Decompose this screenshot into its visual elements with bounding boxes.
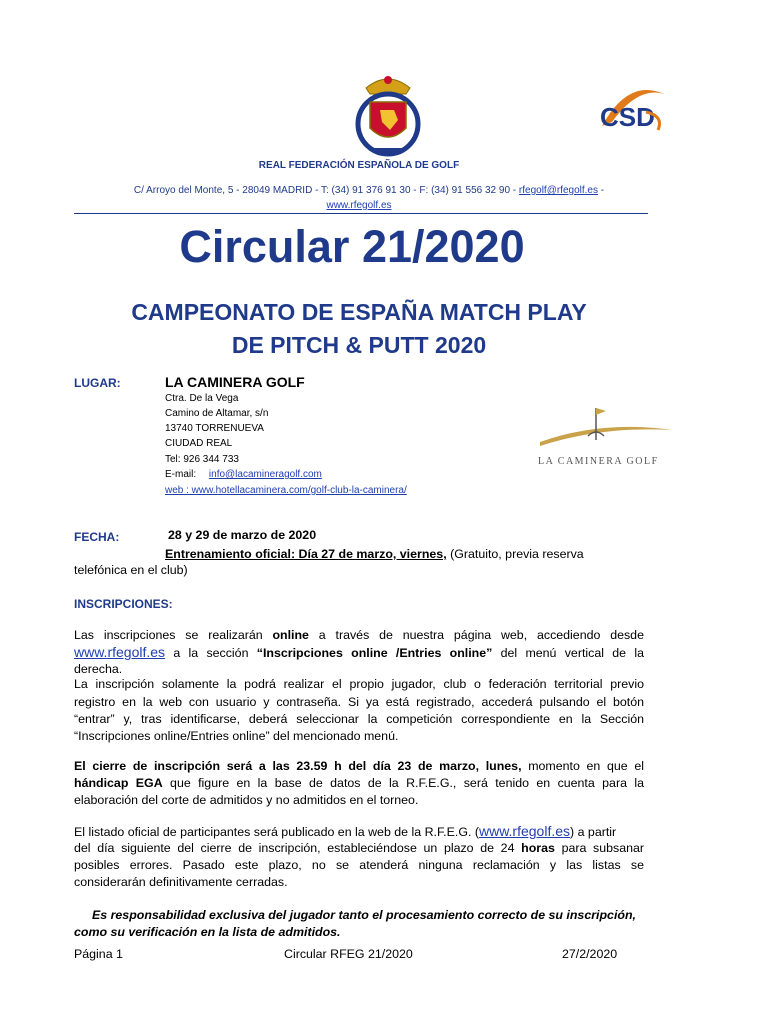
venue-address-1: Ctra. De la Vega (165, 393, 239, 404)
federation-name: REAL FEDERACIÓN ESPAÑOLA DE GOLF (258, 160, 460, 171)
p3-text-b: momento en que el (528, 759, 644, 773)
p4-text-a: El listado oficial de participantes será publicado en la web de la R.F.E.G. ( (74, 825, 479, 839)
venue-name: LA CAMINERA GOLF (165, 374, 305, 390)
p4-rfegolf-link[interactable]: www.rfegolf.es (478, 823, 571, 839)
training-rest: (Gratuito, previa reserva (450, 547, 584, 561)
training-line (165, 546, 584, 563)
p1-line-2 (74, 644, 644, 662)
page-title: Circular 21/2020 (179, 221, 525, 272)
p4-text-c: del día siguiente del cierre de inscripción, estableciéndose un plazo de 24 (74, 841, 515, 855)
lugar-label: LUGAR: (74, 376, 121, 390)
federation-web-link[interactable]: www.rfegolf.es (326, 200, 392, 211)
venue-email-line (165, 467, 322, 482)
svg-text:CSD: CSD (600, 102, 655, 132)
rfeg-crest-logo (352, 72, 424, 158)
fecha-label: FECHA: (74, 530, 120, 544)
p2-line-1: La inscripción solamente la podrá realizar el propio jugador, club o federación territorial previo (74, 677, 644, 691)
la-caminera-golf-logo (532, 400, 682, 472)
venue-web-link[interactable]: web : www.hotellacaminera.com/golf-club-la-caminera/ (165, 485, 407, 496)
subtitle-line-1: CAMPEONATO DE ESPAÑA MATCH PLAY (131, 299, 587, 325)
p3-line-2 (74, 775, 644, 792)
header-divider (74, 213, 648, 214)
address-dash: - (600, 185, 605, 196)
p1-rfegolf-link[interactable]: www.rfegolf.es (74, 644, 166, 660)
federation-web-line (0, 198, 718, 213)
p1-text-a: Las inscripciones se realizarán (74, 628, 263, 642)
federation-address-line (60, 183, 678, 198)
p4-text-b: ) a partir (570, 825, 617, 839)
inscripciones-label: INSCRIPCIONES: (74, 597, 173, 611)
p1-line-1 (74, 627, 644, 644)
venue-address-3: 13740 TORRENUEVA (165, 423, 264, 434)
venue-email-label: E-mail: (165, 469, 197, 480)
p3-line-3: elaboración del corte de admitidos y no admitidos en el torneo. (74, 793, 419, 807)
p4-text-e: para subsanar (561, 841, 644, 855)
p4-line-2 (74, 840, 644, 857)
venue-email-link[interactable]: info@lacamineragolf.com (208, 469, 322, 480)
training-info: Entrenamiento oficial: Día 27 de marzo, viernes, (165, 547, 447, 561)
footer-date: 27/2/2020 (562, 947, 618, 961)
p4-line-4: considerarán definitivamente cerradas. (74, 875, 288, 889)
p1-text-d: a la sección (173, 646, 249, 660)
footer-circular: Circular RFEG 21/2020 (284, 947, 413, 961)
p4-hours: horas (521, 841, 555, 855)
p4-line-3: posibles errores. Pasado este plazo, no se atenderá ninguna reclamación y las listas se (74, 858, 644, 872)
responsibility-note-1: Es responsabilidad exclusiva del jugador tanto el procesamiento correcto de su inscripción, (92, 908, 636, 922)
address-text: C/ Arroyo del Monte, 5 - 28049 MADRID - T: (34) 91 376 91 30 - F: (34) 91 556 32 90 - (133, 185, 517, 196)
p1-line-3: derecha. (74, 662, 123, 676)
p1-text-section: “Inscripciones online /Entries online” (256, 646, 493, 660)
federation-email-link[interactable]: rfegolf@rfegolf.es (518, 185, 598, 196)
p3-text-d: que figure en la base de datos de la R.F.E.G., será tenido en cuenta para la (170, 776, 644, 790)
p2-line-2: registro en la web con usuario y contraseña. Si ya está registrado, accederá pulsando el botón (74, 695, 644, 709)
p3-handicap: hándicap EGA (74, 776, 163, 790)
venue-address-4: CIUDAD REAL (165, 438, 233, 449)
responsibility-note-2: como su verificación en la lista de admitidos. (74, 925, 341, 939)
p3-line-1 (74, 758, 644, 775)
footer-page-number: Página 1 (74, 947, 123, 961)
subtitle-line-2: DE PITCH & PUTT 2020 (231, 332, 487, 358)
csd-logo (598, 82, 668, 140)
venue-phone: Tel: 926 344 733 (165, 454, 239, 465)
p1-text-f: del menú vertical de la (500, 646, 644, 660)
svg-text:LA CAMINERA GOLF: LA CAMINERA GOLF (538, 456, 659, 467)
event-dates: 28 y 29 de marzo de 2020 (168, 528, 317, 542)
p3-deadline: El cierre de inscripción será a las 23.59 h del día 23 de marzo, lunes, (74, 759, 522, 773)
p1-text-online: online (272, 628, 309, 642)
training-cont: telefónica en el club) (74, 563, 188, 577)
p2-line-3: “entrar” y, tras identificarse, deberá seleccionar la competición correspondiente en la Sección (74, 712, 644, 726)
p1-text-c: a través de nuestra página web, accediendo desde (318, 628, 644, 642)
p2-line-4: “Inscripciones online/Entries online” del mencionado menú. (74, 729, 399, 743)
p4-line-1 (74, 823, 644, 841)
venue-address-2: Camino de Altamar, s/n (165, 408, 269, 419)
